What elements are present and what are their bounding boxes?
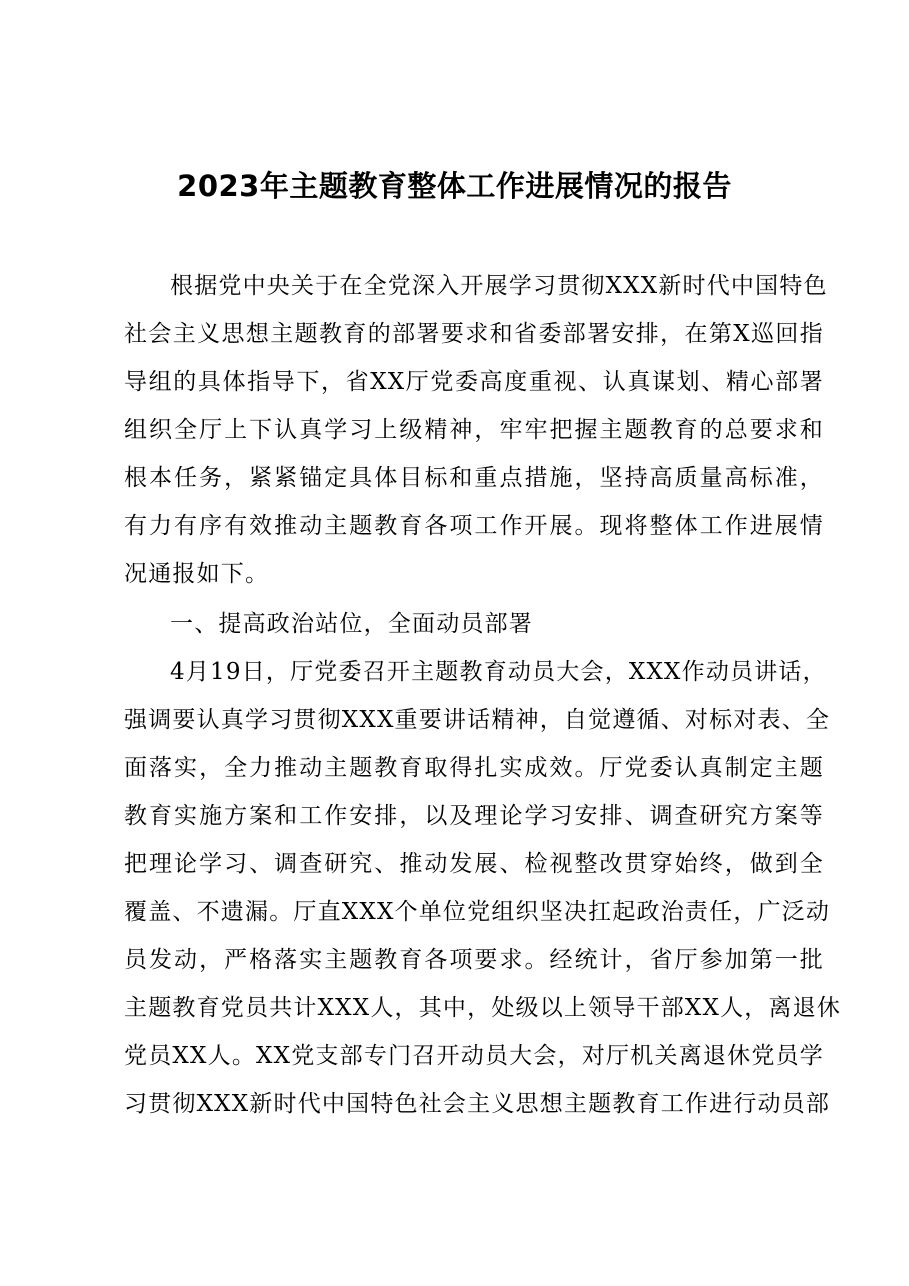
paragraph-1-line-4: 组织全厅上下认真学习上级精神，牢牢把握主题教育的总要求和 (124, 417, 824, 443)
paragraph-2-line-2: 强调要认真学习贯彻XXX重要讲话精神，自觉遵循、对标对表、全 (124, 707, 831, 733)
paragraph-1-line-7: 况通报如下。 (124, 561, 270, 587)
paragraph-2-line-7: 员发动，严格落实主题教育各项要求。经统计，省厅参加第一批 (124, 947, 824, 973)
document-title: 2023年主题教育整体工作进展情况的报告 (177, 169, 732, 203)
paragraph-1-line-3: 导组的具体指导下，省XX厅党委高度重视、认真谋划、精心部署 (124, 369, 824, 395)
paragraph-2-line-8: 主题教育党员共计XXX人，其中，处级以上领导干部XX人，离退休 (124, 995, 842, 1021)
paragraph-2-line-4: 教育实施方案和工作安排，以及理论学习安排、调查研究方案等 (124, 803, 824, 829)
paragraph-2-line-6: 覆盖、不遗漏。厅直XXX个单位党组织坚决扛起政治责任，广泛动 (124, 899, 831, 925)
paragraph-2-line-5: 把理论学习、调查研究、推动发展、检视整改贯穿始终，做到全 (124, 851, 824, 877)
document-body (124, 262, 842, 1128)
paragraph-1-line-2: 社会主义思想主题教育的部署要求和省委部署安排，在第X巡回指 (124, 321, 824, 347)
paragraph-1-line-5: 根本任务，紧紧锚定具体目标和重点措施，坚持高质量高标准， (124, 465, 824, 491)
section-heading-1: 一、提高政治站位，全面动员部署 (170, 611, 533, 637)
paragraph-2-line-3: 面落实，全力推动主题教育取得扎实成效。厅党委认真制定主题 (124, 755, 824, 781)
paragraph-1-line-6: 有力有序有效推动主题教育各项工作开展。现将整体工作进展情 (124, 513, 824, 539)
paragraph-2-line-1: 4月19日，厅党委召开主题教育动员大会，XXX作动员讲话， (170, 659, 827, 685)
paragraph-2-line-10: 习贯彻XXX新时代中国特色社会主义思想主题教育工作进行动员部 (124, 1091, 831, 1117)
paragraph-2-line-9: 党员XX人。XX党支部专门召开动员大会，对厅机关离退休党员学 (124, 1043, 824, 1069)
paragraph-1-line-1: 根据党中央关于在全党深入开展学习贯彻XXX新时代中国特色 (170, 273, 828, 299)
